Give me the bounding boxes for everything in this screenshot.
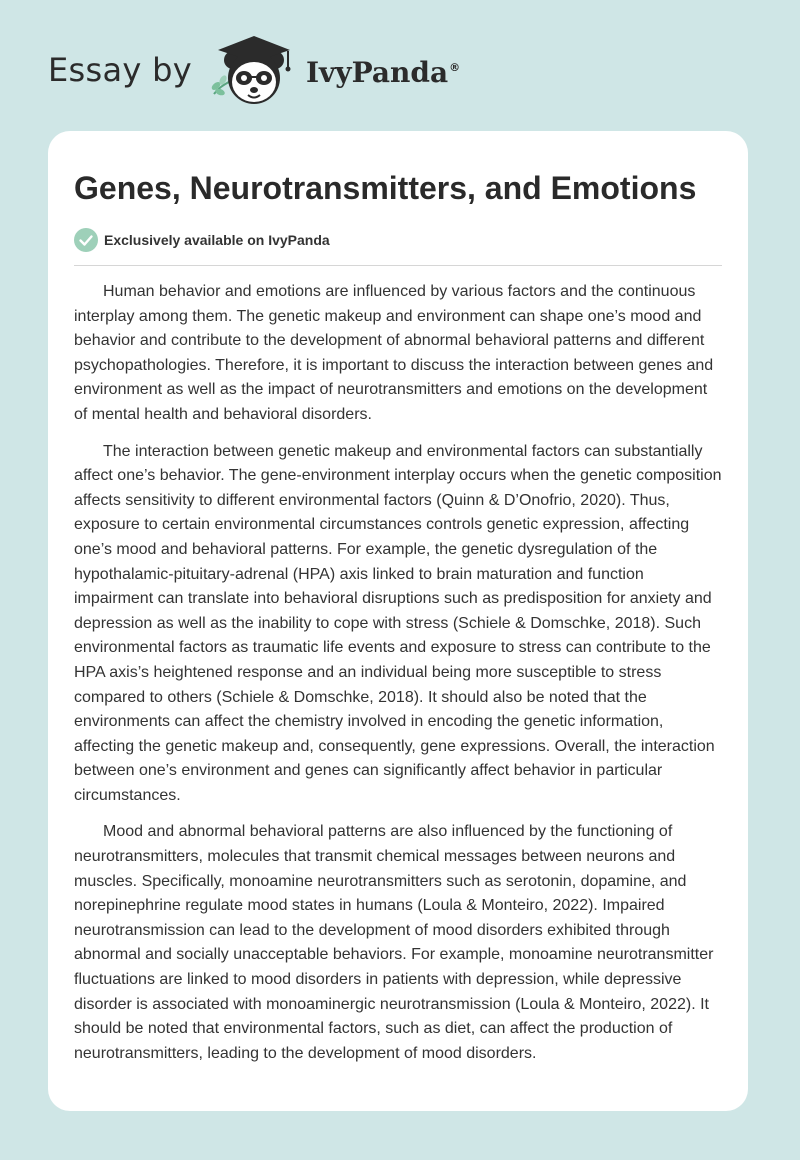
registered-mark: ® <box>449 61 461 75</box>
essay-title: Genes, Neurotransmitters, and Emotions <box>74 170 697 206</box>
panda-graduation-cap-icon <box>206 30 302 110</box>
header-divider <box>74 265 722 266</box>
brand-prefix: Essay by <box>48 51 192 89</box>
exclusive-badge <box>74 227 722 253</box>
brand-name: IvyPanda® <box>305 55 461 89</box>
essay-paragraph-2: The interaction between genetic makeup and environmental factors can substantially affect one’s behavior. The gene-environment interplay occurs when the genetic composition affects sensitivity to different environmental factors (Quinn & D’Onofrio, 2020). Thus, exposure to certain environmental circumstances controls genetic expression, affecting one’s mood and behavioral patterns. For example, the genetic dysregulation of the hypothalamic-pituitary-adrenal (HPA) axis linked to brain maturation and function impairment can translate into behavioral disruptions such as predisposition for anxiety and depression as well as the inability to cope with stress (Schiele & Domschke, 2018). Such environmental factors as traumatic life events and exposure to stress can contribute to the HPA axis’s heightened response and an individual being more susceptible to stress compared to others (Schiele & Domschke, 2018). It should also be noted that the environments can affect the chemistry involved in encoding the genetic information, affecting the genetic makeup and, consequently, gene expressions. Overall, the interaction between one’s environment and genes can significantly affect behavior in particular circumstances. <box>74 442 722 804</box>
essay-paragraph-1: Human behavior and emotions are influenced by various factors and the continuous interplay among them. The genetic makeup and environment can shape one’s mood and behavior and contribute to the development of abnormal behavioral patterns and different psychopathologies. Therefore, it is important to discuss the interaction between genes and environment as well as the impact of neurotransmitters and emotions on the development of mental health and behavioral disorders. <box>74 283 714 423</box>
exclusive-label: Exclusively available on IvyPanda <box>104 232 330 248</box>
essay-paragraph-3: Mood and abnormal behavioral patterns are also influenced by the functioning of neurotransmitters, molecules that transmit chemical messages between neurons and muscles. Specifically, monoamine neurotransmitters such as serotonin, dopamine, and norepinephrine regulate mood states in humans (Loula & Monteiro, 2022). Impaired neurotransmission can lead to the development of mood disorders exhibited through abnormal and socially unacceptable behaviors. For example, monoamine neurotransmitter fluctuations are linked to mood disorders in patients with depression, while depressive disorder is associated with monoaminergic neurotransmission (Loula & Monteiro, 2022). It should be noted that environmental factors, such as diet, can affect the production of neurotransmitters, leading to the development of mood disorders. <box>74 823 714 1062</box>
essay-card <box>48 131 748 1111</box>
brand-logo[interactable] <box>48 30 460 110</box>
check-circle-icon <box>74 228 98 252</box>
